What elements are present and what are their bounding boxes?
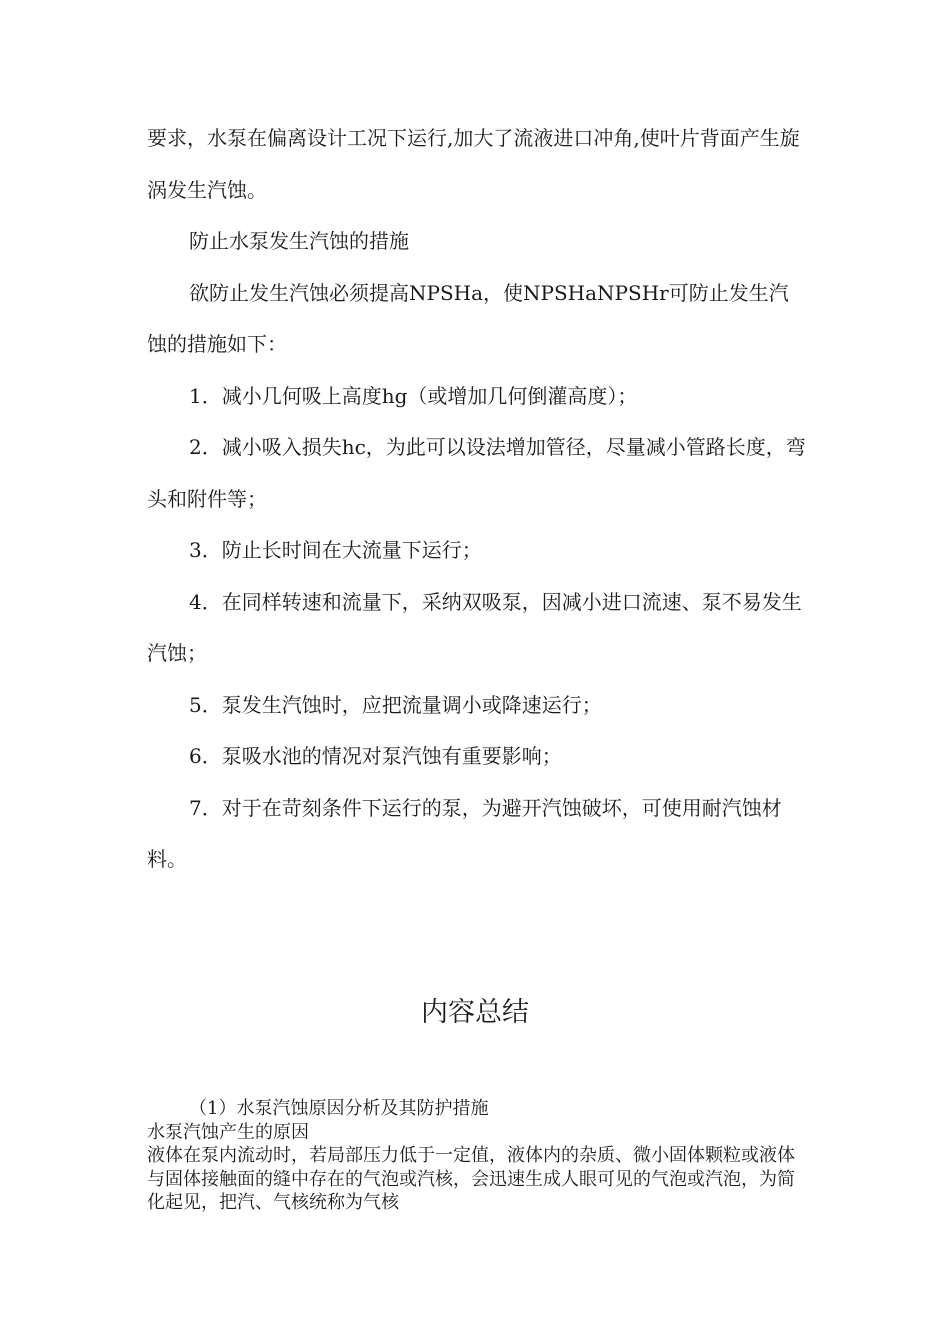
summary-line-subheading: 水泵汽蚀产生的原因 <box>147 1121 309 1143</box>
paragraph-intro: 欲防止发生汽蚀必须提高NPSHa，使NPSHaNPSHr可防止发生汽蚀的措施如下： <box>147 280 789 356</box>
summary-line-paragraph: 液体在泵内流动时，若局部压力低于一定值，液体内的杂质、微小固体颗粒或液体与固体接触面的缝中存在的气泡或汽核，会迅速生成人眼可见的气泡或汽泡，为简化起见，把汽、气核统称为气核 <box>147 1145 795 1213</box>
list-item-2: 2．减小吸入损失hc，为此可以设法增加管径，尽量减小管路长度，弯头和附件等； <box>147 435 806 511</box>
paragraph-continuation: 要求，水泵在偏离设计工况下运行,加大了流液进口冲角,使叶片背面产生旋涡发生汽蚀。 <box>147 126 800 202</box>
list-item-6: 6．泵吸水池的情况对泵汽蚀有重要影响； <box>189 744 562 768</box>
list-item-7: 7．对于在苛刻条件下运行的泵，为避开汽蚀破坏，可使用耐汽蚀材料。 <box>147 795 782 871</box>
list-item-4: 4．在同样转速和流量下，采纳双吸泵，因减小进口流速、泵不易发生汽蚀； <box>147 589 802 665</box>
summary-title: 内容总结 <box>421 997 529 1028</box>
list-item-5: 5．泵发生汽蚀时，应把流量调小或降速运行； <box>189 692 602 717</box>
list-item-3: 3．防止长时间在大流量下运行； <box>189 538 482 562</box>
section-heading-prevention: 防止水泵发生汽蚀的措施 <box>189 229 409 253</box>
summary-body <box>147 1097 807 1215</box>
document-body <box>147 113 807 886</box>
list-item-1: 1．减小几何吸上高度hg（或增加几何倒灌高度）； <box>189 383 638 408</box>
summary-line-heading: （1）水泵汽蚀原因分析及其防护措施 <box>189 1098 489 1119</box>
